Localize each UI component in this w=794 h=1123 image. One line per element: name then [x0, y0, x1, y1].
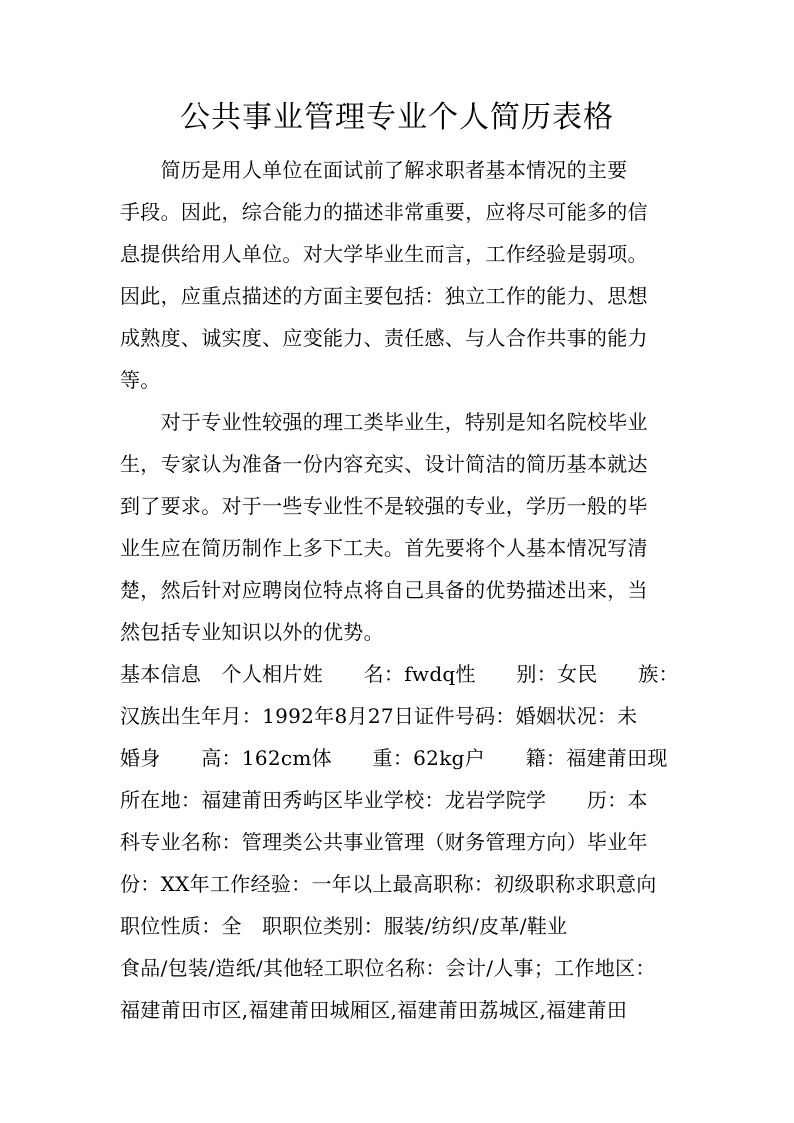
info-line: 食品/包装/造纸/其他轻工职位名称：会计/人事；工作地区： [120, 956, 656, 980]
text-line: 等。 [120, 368, 161, 392]
info-line: 基本信息 个人相片姓 名：fwdq性 别：女民 族： [120, 662, 679, 686]
text-line: 因此，应重点描述的方面主要包括：独立工作的能力、思想 [120, 284, 648, 308]
info-line: 份：XX年工作经验：一年以上最高职称：初级职称求职意向 [120, 872, 657, 896]
info-line: 职位性质：全 职职位类别：服装/纺织/皮革/鞋业 [120, 914, 568, 938]
text-line: 对于专业性较强的理工类毕业生，特别是知名院校毕业 [120, 410, 648, 434]
text-line: 业生应在简历制作上多下工夫。首先要将个人基本情况写清 [120, 536, 648, 560]
text-line: 楚，然后针对应聘岗位特点将自己具备的优势描述出来，当 [120, 578, 648, 602]
text-line: 简历是用人单位在面试前了解求职者基本情况的主要 [120, 158, 628, 182]
text-line: 生，专家认为准备一份内容充实、设计简洁的简历基本就达 [120, 452, 648, 476]
text-line: 手段。因此，综合能力的描述非常重要，应将尽可能多的信 [120, 200, 648, 224]
text-line: 息提供给用人单位。对大学毕业生而言，工作经验是弱项。 [120, 242, 648, 266]
page-title: 公共事业管理专业个人简历表格 [180, 100, 614, 135]
info-line: 所在地：福建莆田秀屿区毕业学校：龙岩学院学 历：本 [120, 788, 648, 812]
info-line: 婚身 高：162cm体 重：62kg户 籍：福建莆田现 [120, 746, 668, 770]
text-line: 然包括专业知识以外的优势。 [120, 620, 384, 644]
info-line: 汉族出生年月：1992年8月27日证件号码：婚姻状况：未 [120, 704, 638, 728]
text-line: 成熟度、诚实度、应变能力、责任感、与人合作共事的能力 [120, 326, 648, 350]
info-line: 福建莆田市区,福建莆田城厢区,福建莆田荔城区,福建莆田 [120, 998, 628, 1022]
info-line: 科专业名称：管理类公共事业管理（财务管理方向）毕业年 [120, 830, 648, 854]
text-line: 到了要求。对于一些专业性不是较强的专业，学历一般的毕 [120, 494, 648, 518]
